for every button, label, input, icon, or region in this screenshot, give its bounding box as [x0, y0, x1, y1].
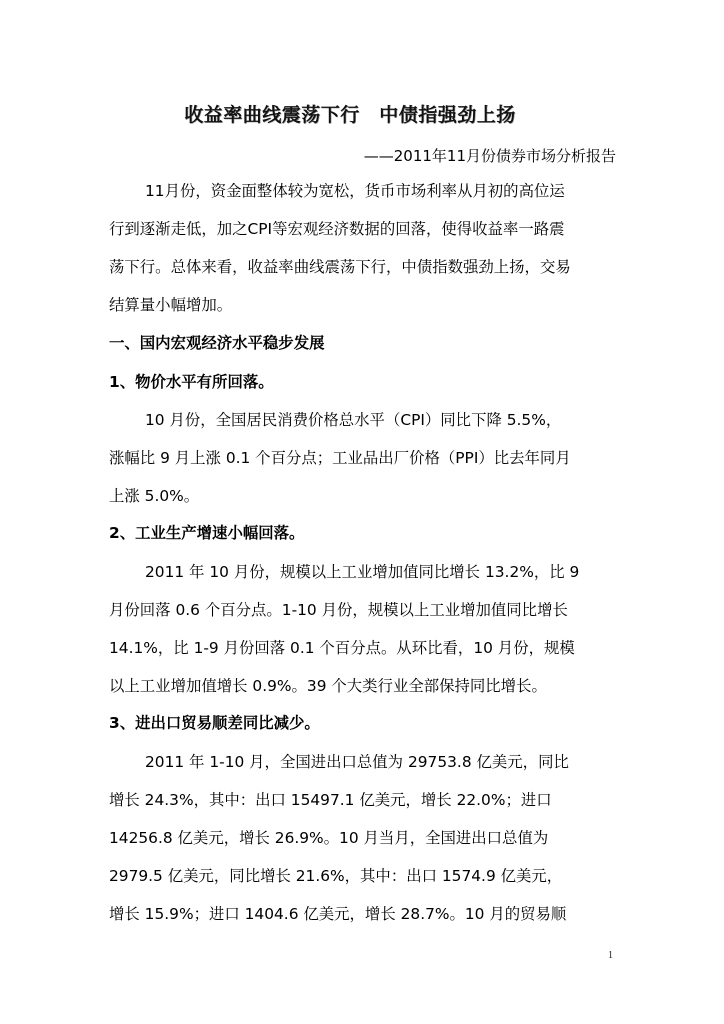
paragraph-line: 2011 年 1-10 月，全国进出口总值为 29753.8 亿美元，同比 [145, 753, 569, 771]
intro-line: 行到逐渐走低，加之CPI等宏观经济数据的回落，使得收益率一路震 [109, 220, 565, 238]
paragraph-line: 10 月份，全国居民消费价格总水平（CPI）同比下降 5.5%， [145, 411, 562, 429]
intro-line: 荡下行。总体来看，收益率曲线震荡下行，中债指数强劲上扬，交易 [109, 258, 571, 276]
paragraph-line: 涨幅比 9 月上涨 0.1 个百分点；工业品出厂价格（PPI）比去年同月 [109, 449, 571, 467]
paragraph-line: 增长 15.9%；进口 1404.6 亿美元，增长 28.7%。10 月的贸易顺 [109, 905, 567, 923]
section-heading: 一、国内宏观经济水平稳步发展 [109, 334, 325, 352]
report-subtitle: ——2011年11月份债券市场分析报告 [363, 147, 616, 165]
paragraph-line: 2979.5 亿美元，同比增长 21.6%，其中：出口 1574.9 亿美元， [109, 867, 563, 885]
paragraph-line: 14.1%，比 1-9 月份回落 0.1 个百分点。从环比看，10 月份，规模 [109, 639, 575, 657]
paragraph-line: 月份回落 0.6 个百分点。1-10 月份，规模以上工业增加值同比增长 [109, 601, 568, 619]
page-number: 1 [608, 950, 613, 961]
subsection-heading: 3、进出口贸易顺差同比减少。 [109, 714, 320, 732]
intro-line: 11月份，资金面整体较为宽松，货币市场利率从月初的高位运 [145, 182, 565, 200]
paragraph-line: 以上工业增加值增长 0.9%。39 个大类行业全部保持同比增长。 [109, 677, 547, 695]
subsection-heading: 2、工业生产增速小幅回落。 [109, 524, 305, 542]
subsection-heading: 1、物价水平有所回落。 [109, 373, 274, 391]
page-title: 收益率曲线震荡下行 中债指强劲上扬 [184, 104, 516, 126]
paragraph-line: 上涨 5.0%。 [109, 487, 200, 505]
intro-line: 结算量小幅增加。 [109, 296, 233, 314]
paragraph-line: 2011 年 10 月份，规模以上工业增加值同比增长 13.2%，比 9 [145, 563, 580, 581]
paragraph-line: 14256.8 亿美元，增长 26.9%。10 月当月，全国进出口总值为 [109, 829, 549, 847]
paragraph-line: 增长 24.3%，其中：出口 15497.1 亿美元，增长 22.0%；进口 [109, 791, 552, 809]
